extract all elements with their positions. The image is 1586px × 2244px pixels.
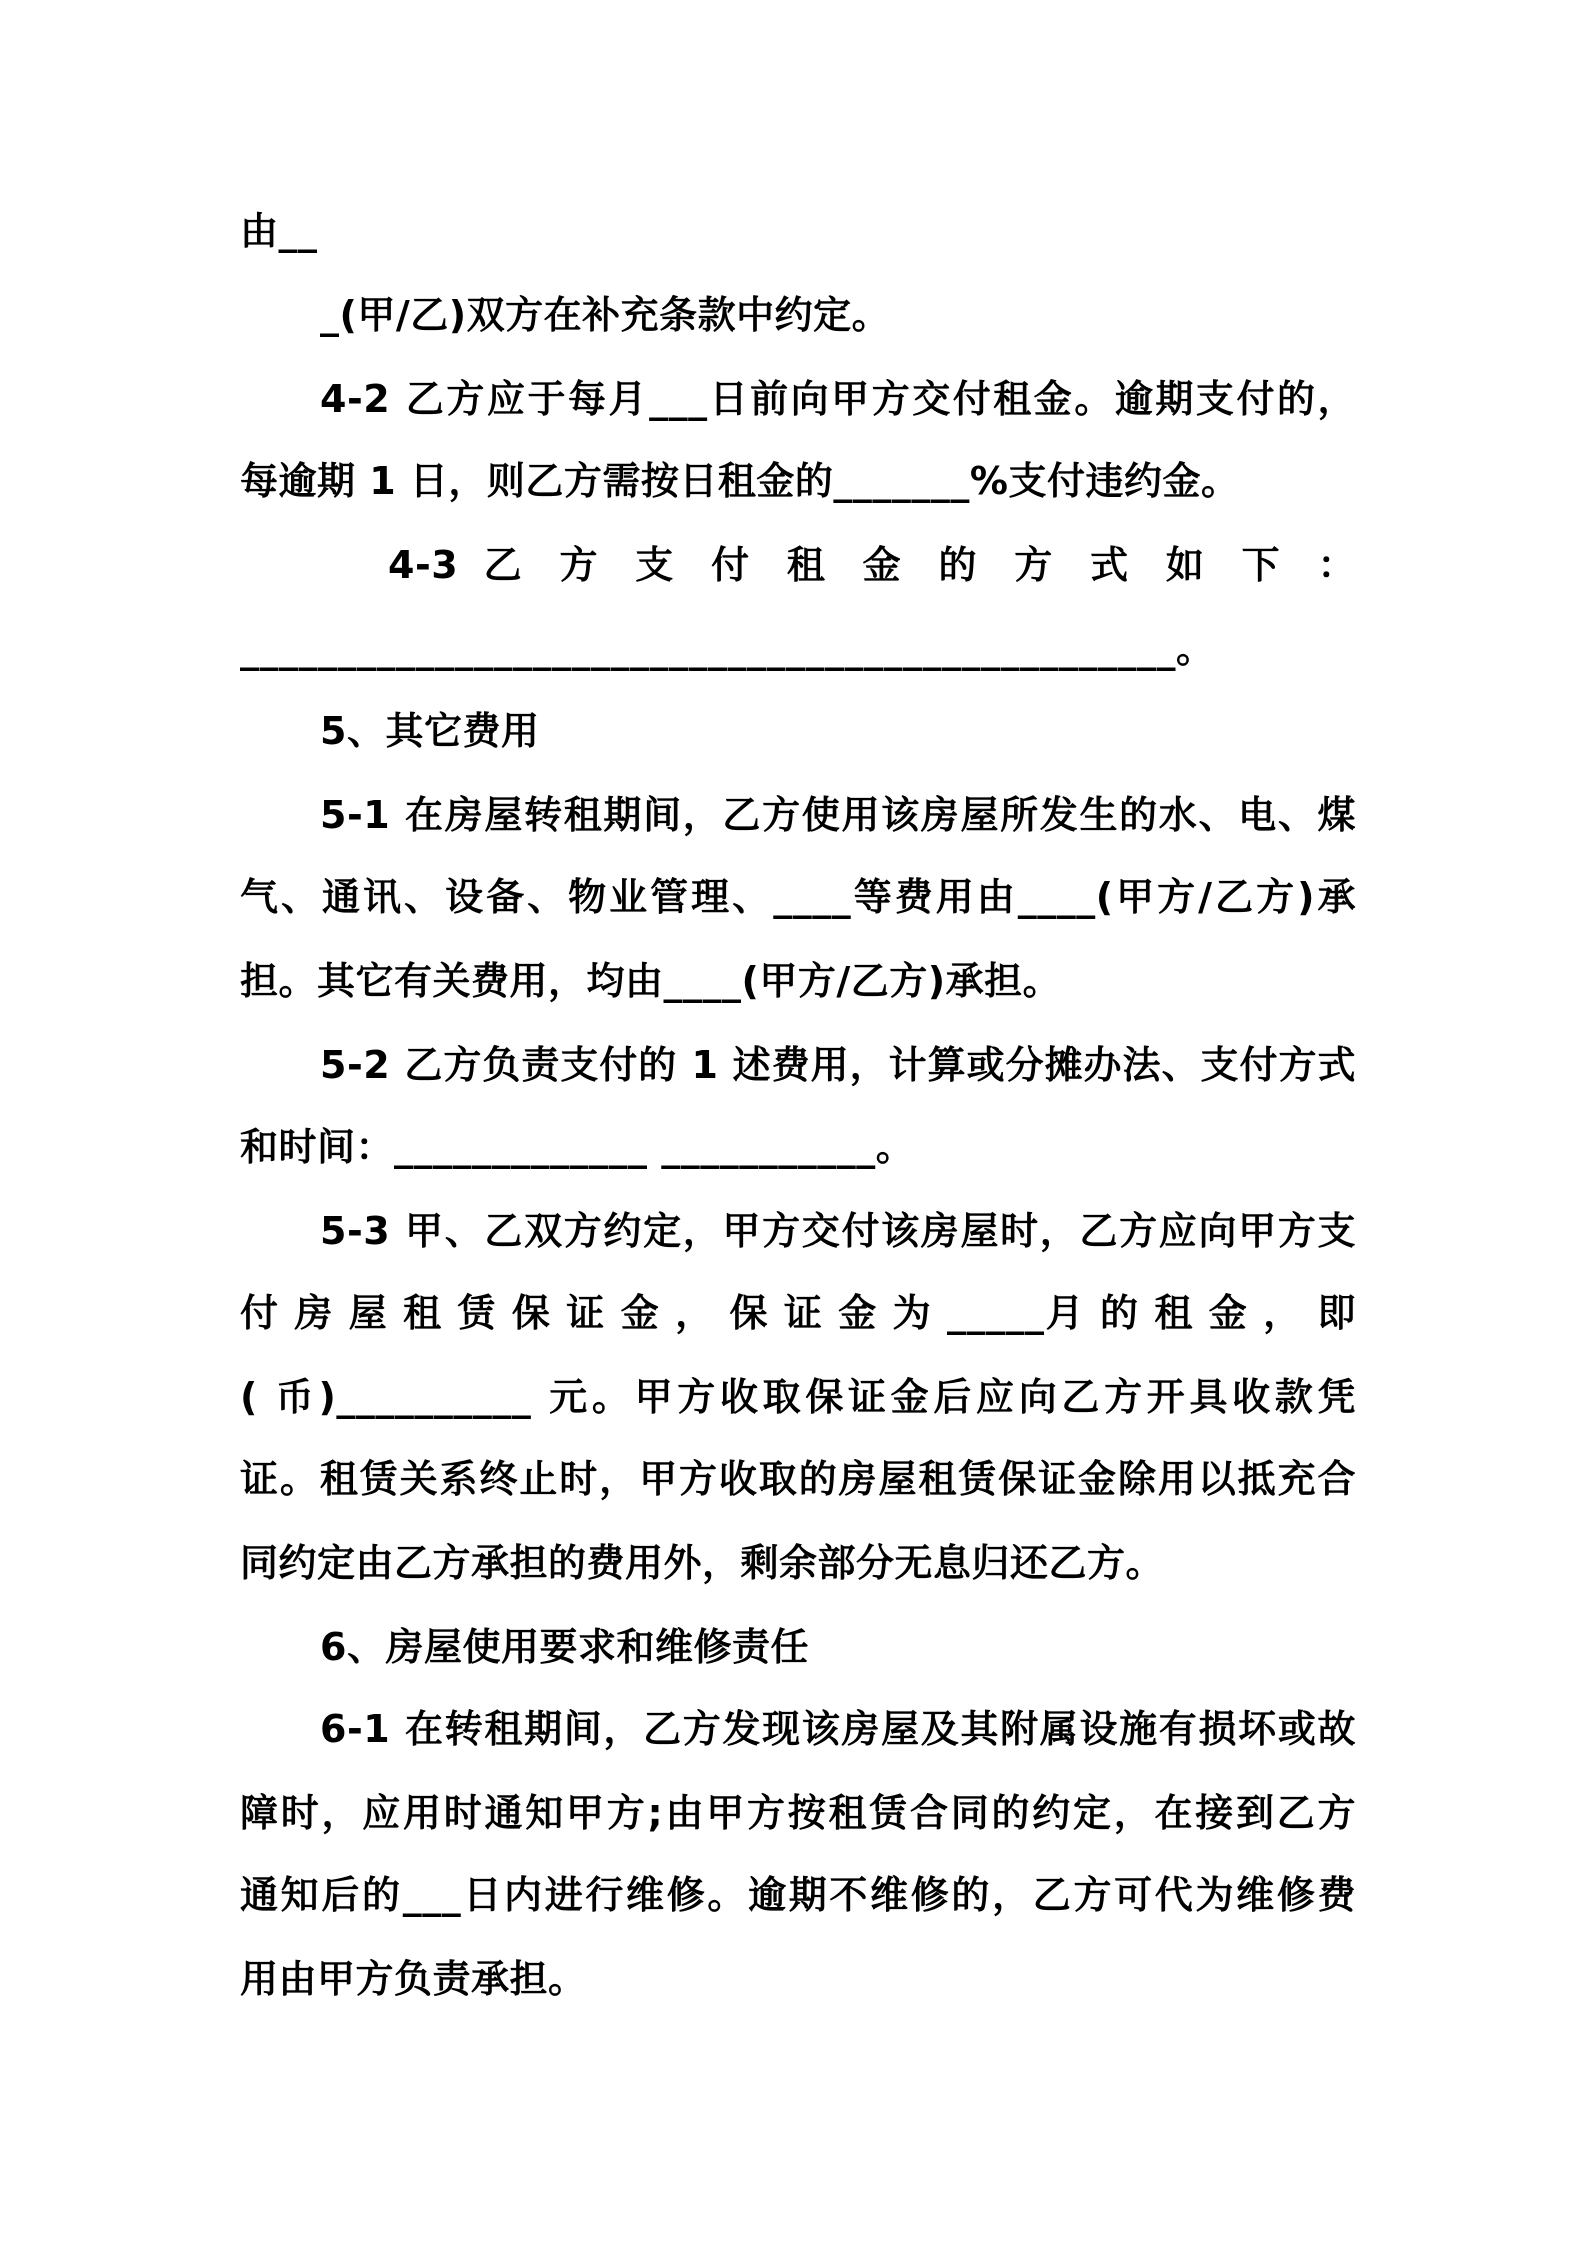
text-line: 5-3 甲、乙双方约定，甲方交付该房屋时，乙方应向甲方支 bbox=[320, 1209, 1356, 1253]
section-heading: 5、其它费用 bbox=[320, 709, 540, 753]
text-line: 付 房 屋 租 赁 保 证 金 ， 保 证 金 为 _____月 的 租 金 ， 即 bbox=[240, 1291, 1356, 1335]
text-line: 证。租赁关系终止时，甲方收取的房屋租赁保证金除用以抵充合 bbox=[240, 1457, 1356, 1501]
text-line: 由__ bbox=[240, 209, 318, 253]
text-line: 5-1 在房屋转租期间，乙方使用该房屋所发生的水、电、煤 bbox=[320, 793, 1356, 837]
text-line: 和时间：_____________ ___________。 bbox=[240, 1125, 915, 1169]
text-line: 障时，应用时通知甲方;由甲方按租赁合同的约定，在接到乙方 bbox=[240, 1791, 1356, 1835]
text-line: 每逾期 1 日，则乙方需按日租金的_______%支付违约金。 bbox=[240, 459, 1240, 503]
text-line: 气、通讯、设备、物业管理、____等费用由____(甲方/乙方)承 bbox=[240, 875, 1356, 919]
text-line: 通知后的___日内进行维修。逾期不维修的，乙方可代为维修费 bbox=[240, 1873, 1356, 1917]
text-line: 4-3 乙 方 支 付 租 金 的 方 式 如 下 ： bbox=[388, 543, 1356, 587]
text-line: 4-2 乙方应于每月___日前向甲方交付租金。逾期支付的， bbox=[320, 377, 1356, 421]
text-line: 用由甲方负责承担。 bbox=[240, 1957, 587, 2001]
section-heading: 6、房屋使用要求和维修责任 bbox=[320, 1625, 809, 1669]
text-line: ( 币)__________ 元。甲方收取保证金后应向乙方开具收款凭 bbox=[240, 1375, 1356, 1419]
text-line: ________________________________________________。 bbox=[240, 627, 1215, 671]
text-line: 6-1 在转租期间，乙方发现该房屋及其附属设施有损坏或故 bbox=[320, 1707, 1356, 1751]
text-line: 担。其它有关费用，均由____(甲方/乙方)承担。 bbox=[240, 959, 1062, 1003]
text-line: 5-2 乙方负责支付的 1 述费用，计算或分摊办法、支付方式 bbox=[320, 1043, 1356, 1087]
text-line: _(甲/乙)双方在补充条款中约定。 bbox=[320, 293, 891, 337]
text-line: 同约定由乙方承担的费用外，剩余部分无息归还乙方。 bbox=[240, 1541, 1165, 1585]
